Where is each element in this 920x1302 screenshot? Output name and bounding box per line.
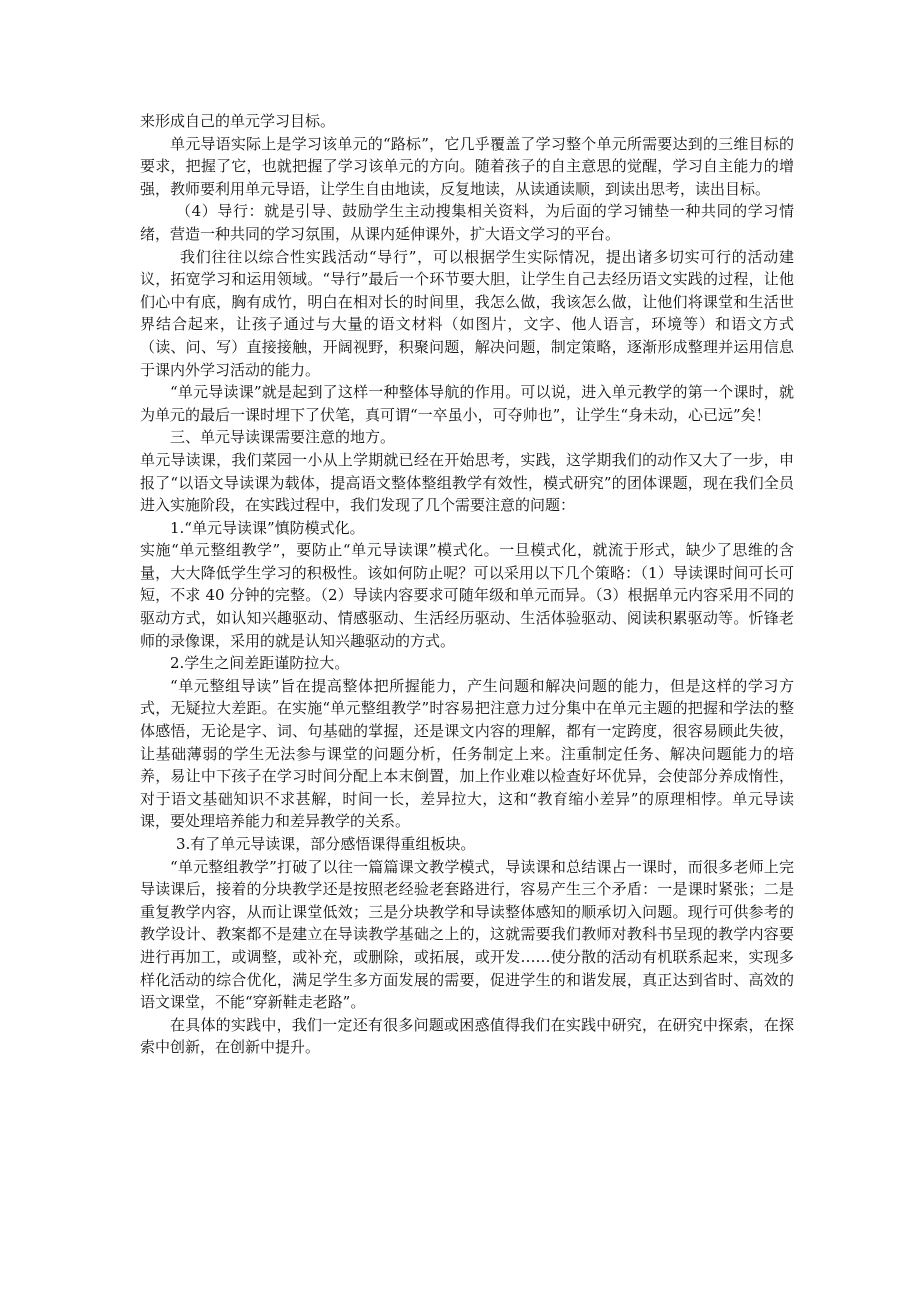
subsection-heading: 3.有了单元导读课，部分感悟课得重组板块。	[176, 835, 476, 853]
paragraph: “单元整组导读”旨在提高整体把所握能力，产生问题和解决问题的能力，但是这样的学习方式，无疑拉大差距。在实施“单元整组教学”时容易把注意力过分集中在单元主题的把握和学法的整体感悟，无论是字、词、句基础的掌握，还是课文内容的理解，都有一定跨度，很容易顾此失彼，让基础薄弱的学生无法参与课堂的问题分析，任务制定上来。注重制定任务、解决问题能力的培养，易让中下孩子在学习时间分配上本末倒置，加上作业难以检查好坏优异，会使部分养成惰性，对于语文基础知识不求甚解，时间一长，差异拉大，这和“教育缩小差异”的原理相悖。单元导读课，要处理培养能力和差异教学的关系。	[140, 676, 794, 831]
paragraph: “单元整组教学”打破了以往一篇篇课文教学模式，导读课和总结课占一课时，而很多老师上完导读课后，接着的分块教学还是按照老经验老套路进行，容易产生三个矛盾：一是课时紧张；二是重复教学内容，从而让课堂低效；三是分块教学和导读整体感知的顺承切入问题。现行可供参考的教学设计、教案都不是建立在导读教学基础之上的，这就需要我们教师对教科书呈现的教学内容要进行再加工，或调整，或补充，或删除，或拓展，或开发……使分散的活动有机联系起来，实现多样化活动的综合优化，满足学生多方面发展的需要，促进学生的和谐发展，真正达到省时、高效的语文课堂，不能“穿新鞋走老路”。	[140, 857, 794, 1012]
document-body	[140, 110, 794, 1059]
paragraph: “单元导读课”就是起到了这样一种整体导航的作用。可以说，进入单元教学的第一个课时，就为单元的最后一课时埋下了伏笔，真可谓“一卒虽小，可夺帅也”，让学生“身未动，心已远”矣！	[140, 383, 794, 424]
subsection-heading: 2.学生之间差距谨防拉大。	[170, 654, 350, 673]
paragraph: （4）导行：就是引导、鼓励学生主动搜集相关资料，为后面的学习铺垫一种共同的学习情绪，营造一种共同的学习氛围，从课内延伸课外，扩大语文学习的平台。	[140, 202, 794, 243]
paragraph: 来形成自己的单元学习目标。	[140, 112, 336, 130]
paragraph: 单元导语实际上是学习该单元的“路标”，它几乎覆盖了学习整个单元所需要达到的三维目标的要求，把握了它，也就把握了学习该单元的方向。随着孩子的自主意思的觉醒，学习自主能力的增强，教师要利用单元导语，让学生自由地读，反复地读，从读通读顺，到读出思考，读出目标。	[140, 134, 794, 198]
paragraph: 实施“单元整组教学”，要防止“单元导读课”模式化。一旦模式化，就流于形式，缺少了思维的含量，大大降低学生学习的积极性。该如何防止呢？可以采用以下几个策略：（1）导读课时间可长可短，不求 40 分钟的完整。（2）导读内容要求可随年级和单元而异。（3）根据单元内容采用不同的驱动方式，如认知兴趣驱动、情感驱动、生活经历驱动、生活体验驱动、阅读积累驱动等。忻锋老师的录像课，采用的就是认知兴趣驱动的方式。	[140, 541, 794, 650]
paragraph: 单元导读课，我们菜园一小从上学期就已经在开始思考，实践，这学期我们的动作又大了一步，申报了“以语文导读课为载体，提高语文整体整组教学有效性，模式研究”的团体课题，现在我们全员进入实施阶段，在实践过程中，我们发现了几个需要注意的问题：	[140, 450, 794, 515]
paragraph: 在具体的实践中，我们一定还有很多问题或困惑值得我们在实践中研究，在研究中探索，在探索中创新，在创新中提升。	[140, 1015, 794, 1057]
section-heading: 三、单元导读课需要注意的地方。	[170, 428, 396, 447]
subsection-heading: 1.“单元导读课”慎防模式化。	[170, 518, 365, 537]
paragraph: 我们往往以综合性实践活动“导行”，可以根据学生实际情况，提出诸多切实可行的活动建议，拓宽学习和运用领域。“导行”最后一个环节要大胆，让学生自己去经历语文实践的过程，让他们心中有底，胸有成竹，明白在相对长的时间里，我怎么做，我该怎么做，让他们将课堂和生活世界结合起来，让孩子通过与大量的语文材料（如图片，文字、他人语言，环境等）和语文方式（读、问、写）直接接触，开阔视野，积聚问题，解决问题，制定策略，逐渐形成整理并运用信息于课内外学习活动的能力。	[140, 247, 794, 379]
